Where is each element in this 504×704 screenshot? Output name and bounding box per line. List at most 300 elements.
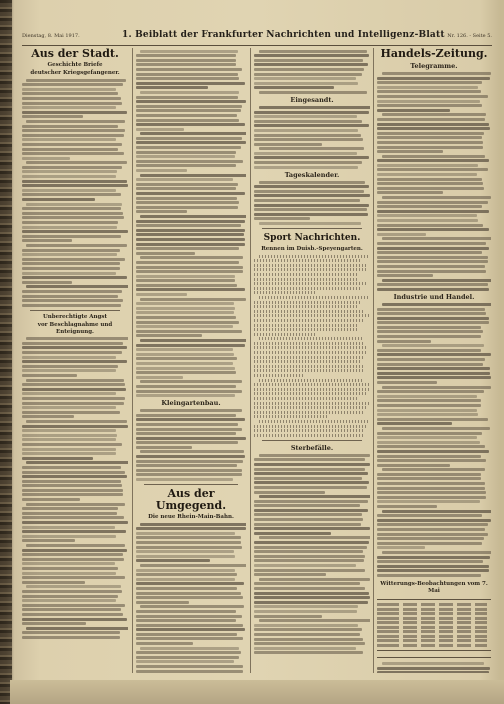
text-line (377, 372, 490, 375)
text-line (377, 182, 483, 185)
text-line (136, 637, 243, 640)
text-line (377, 109, 450, 112)
text-line (136, 243, 245, 246)
table-row (377, 612, 491, 615)
text-line (254, 54, 369, 57)
text-line (22, 406, 116, 409)
table-cell (421, 612, 435, 615)
text-line (254, 301, 362, 304)
text-line (22, 170, 117, 173)
text-line (382, 427, 490, 430)
article-body (377, 72, 491, 291)
table-cell (457, 635, 471, 638)
text-line (254, 194, 370, 197)
text-line (254, 305, 358, 308)
text-line (26, 461, 128, 464)
text-line (259, 619, 370, 622)
text-line (22, 115, 83, 118)
text-line (377, 214, 477, 217)
table-cell (421, 617, 435, 620)
table-row (377, 639, 491, 642)
text-line (136, 86, 208, 89)
torn-left-edge (0, 0, 12, 704)
text-line (136, 54, 236, 57)
text-line (377, 173, 477, 176)
text-line (136, 348, 233, 351)
text-line (140, 256, 242, 259)
text-line (136, 628, 245, 631)
text-line (377, 671, 489, 673)
text-line (136, 592, 241, 595)
text-line (254, 458, 365, 461)
text-line (254, 356, 364, 359)
text-line (377, 395, 477, 398)
table-cell (377, 639, 399, 642)
text-line (22, 443, 122, 446)
text-line (136, 105, 242, 108)
table-cell (439, 644, 453, 647)
text-line (26, 544, 125, 547)
text-line (254, 592, 369, 595)
text-line (22, 111, 127, 114)
table-row (377, 626, 491, 629)
text-line (136, 288, 245, 291)
text-line (377, 487, 485, 490)
text-line (377, 523, 488, 526)
text-line (140, 91, 239, 94)
text-line (136, 541, 241, 544)
text-line (140, 523, 246, 526)
text-line (136, 624, 243, 627)
text-line (22, 581, 85, 584)
text-line (136, 151, 236, 154)
text-line (377, 77, 490, 80)
text-line (22, 631, 120, 634)
text-line (22, 230, 128, 233)
text-line (377, 491, 486, 494)
death-notices-list (254, 454, 370, 655)
text-line (382, 551, 491, 554)
text-line (382, 510, 491, 513)
text-line (22, 411, 120, 414)
text-line (377, 473, 481, 476)
text-line (377, 312, 486, 315)
text-line (382, 662, 485, 665)
text-line (22, 539, 75, 542)
table-cell (421, 639, 435, 642)
table-row (377, 617, 491, 620)
text-line (259, 536, 370, 539)
text-line (254, 115, 357, 118)
text-line (254, 383, 370, 386)
text-line (136, 423, 238, 426)
text-line (22, 258, 125, 261)
text-line (254, 291, 317, 294)
text-line (377, 270, 486, 273)
article-subtitle: deutscher Kriegsgefangener. (30, 70, 120, 76)
table-cell (377, 621, 399, 624)
section-heading: Handels-Zeitung. (380, 48, 488, 60)
article-body (254, 181, 370, 225)
text-line (377, 441, 480, 444)
table-cell (475, 617, 487, 620)
text-line (254, 463, 370, 466)
text-line (254, 582, 360, 585)
text-line (254, 161, 362, 164)
table-cell (421, 603, 435, 606)
text-line (254, 555, 365, 558)
divider (262, 440, 362, 441)
text-line (377, 95, 488, 98)
text-line (136, 266, 243, 269)
text-line (136, 146, 241, 149)
text-line (22, 221, 118, 224)
table-cell (377, 603, 399, 606)
text-line (136, 578, 235, 581)
text-line (254, 369, 364, 372)
text-line (136, 137, 242, 140)
text-line (140, 647, 239, 650)
text-line (136, 224, 241, 227)
text-line (254, 481, 369, 484)
text-line (22, 562, 115, 565)
text-line (254, 651, 363, 654)
text-line (136, 651, 241, 654)
text-line (136, 414, 236, 417)
column-local-news (22, 48, 128, 673)
text-line (377, 178, 482, 181)
text-line (22, 452, 116, 455)
divider (30, 310, 120, 311)
text-line (22, 402, 124, 405)
text-line (136, 293, 187, 296)
text-line (140, 409, 241, 412)
table-cell (403, 639, 417, 642)
text-line (22, 175, 116, 178)
text-line (136, 469, 242, 472)
text-line (377, 265, 485, 268)
text-line (254, 523, 361, 526)
text-line (254, 129, 358, 132)
text-line (377, 436, 477, 439)
text-line (22, 276, 127, 279)
text-line (254, 573, 326, 576)
text-line (22, 97, 121, 100)
text-line (377, 132, 484, 135)
text-line (136, 390, 242, 393)
table-cell (403, 644, 417, 647)
table-cell (457, 617, 471, 620)
text-line (22, 83, 123, 86)
text-line (136, 164, 236, 167)
text-line (22, 342, 123, 345)
table-cell (457, 612, 471, 615)
text-line (140, 380, 241, 383)
text-line (136, 302, 234, 305)
text-line (22, 457, 93, 460)
text-line (254, 217, 310, 220)
text-line (377, 219, 478, 222)
text-line (22, 489, 123, 492)
text-line (377, 123, 489, 126)
article-title: Tageskalender. (284, 170, 340, 179)
text-line (254, 208, 367, 211)
text-line (136, 178, 233, 181)
text-line (136, 357, 237, 360)
table-cell (439, 621, 453, 624)
section-heading: Aus der Umgegend. (155, 487, 227, 513)
table-row (377, 603, 491, 606)
text-line (26, 203, 121, 206)
text-line (377, 533, 488, 536)
text-line (136, 187, 236, 190)
table-row (377, 635, 491, 638)
text-line (136, 660, 234, 663)
text-line (254, 624, 358, 627)
text-line (136, 68, 242, 71)
text-line (254, 434, 365, 437)
text-line (254, 615, 322, 618)
table-cell (403, 635, 417, 638)
text-line (26, 627, 128, 630)
text-line (254, 264, 368, 267)
text-line (136, 128, 184, 131)
text-line (140, 215, 246, 218)
text-line (377, 349, 481, 352)
text-line (22, 239, 72, 242)
text-line (259, 181, 366, 184)
text-line (377, 141, 483, 144)
text-line (377, 335, 481, 338)
table-cell (439, 603, 453, 606)
text-line (136, 279, 235, 282)
table-cell (403, 603, 417, 606)
text-line (22, 567, 118, 570)
text-line (254, 425, 368, 428)
text-line (259, 255, 368, 258)
text-line (22, 383, 125, 386)
text-line (254, 120, 362, 123)
text-line (22, 346, 127, 349)
table-cell (377, 608, 399, 611)
text-line (254, 513, 362, 516)
text-line (254, 504, 360, 507)
text-line (254, 472, 368, 475)
text-line (136, 183, 238, 186)
text-line (254, 111, 369, 114)
text-line (254, 429, 365, 432)
text-line (22, 226, 117, 229)
text-line (136, 441, 238, 444)
text-line (377, 381, 437, 384)
text-line (22, 235, 121, 238)
text-line (136, 394, 235, 397)
article-body (136, 409, 246, 481)
text-line (140, 50, 238, 53)
text-line (377, 500, 480, 503)
table-row (377, 630, 491, 633)
text-line (22, 129, 125, 132)
text-line (22, 466, 121, 469)
text-line (136, 656, 239, 659)
text-line (136, 210, 187, 213)
text-line (377, 136, 482, 139)
text-line (22, 249, 120, 252)
text-line (254, 468, 365, 471)
text-line (136, 615, 242, 618)
article-body (22, 337, 128, 639)
header-page-number: Nr. 126. - Seite 5. (447, 33, 492, 39)
text-line (377, 159, 489, 162)
text-line (22, 415, 74, 418)
column-miscellaneous (254, 48, 370, 673)
text-line (254, 73, 362, 76)
text-line (136, 610, 236, 613)
text-line (377, 560, 483, 563)
text-line (22, 267, 120, 270)
section-heading: Aus der Stadt. (31, 48, 119, 60)
text-line (22, 198, 95, 201)
text-line (22, 599, 116, 602)
text-line (377, 418, 488, 421)
text-line (254, 518, 363, 521)
text-line (254, 63, 368, 66)
article-title: Industrie und Handel. (393, 292, 475, 301)
table-cell (439, 608, 453, 611)
table-cell (457, 603, 471, 606)
text-line (136, 550, 234, 553)
text-line (136, 192, 245, 195)
text-line (377, 353, 491, 356)
text-line (377, 363, 483, 366)
text-line (22, 434, 117, 437)
text-line (136, 601, 189, 604)
text-line (254, 569, 365, 572)
text-line (136, 247, 239, 250)
text-line (140, 298, 246, 301)
text-line (22, 157, 70, 160)
text-line (382, 113, 487, 116)
text-line (377, 482, 485, 485)
text-line (377, 150, 443, 153)
text-line (254, 259, 361, 262)
text-line (22, 622, 86, 625)
text-line (377, 191, 443, 194)
text-line (254, 278, 358, 281)
text-line (377, 81, 482, 84)
text-line (254, 324, 358, 327)
text-line (377, 146, 483, 149)
text-line (136, 77, 239, 80)
text-line (382, 196, 491, 199)
text-line (136, 233, 244, 236)
text-line (22, 138, 116, 141)
table-cell (377, 644, 399, 647)
text-line (254, 500, 368, 503)
text-line (136, 238, 245, 241)
text-line (136, 455, 245, 458)
text-line (22, 604, 125, 607)
text-line (377, 556, 490, 559)
table-cell (403, 626, 417, 629)
text-line (377, 274, 433, 277)
text-line (22, 189, 116, 192)
text-line (22, 388, 126, 391)
text-line (259, 106, 370, 109)
text-line (254, 213, 368, 216)
text-line (136, 109, 241, 112)
text-line (136, 311, 234, 314)
text-line (22, 304, 121, 307)
text-line (254, 596, 370, 599)
text-line (22, 374, 77, 377)
text-line (22, 636, 120, 639)
text-line (259, 379, 365, 382)
text-line (136, 114, 237, 117)
text-line (22, 429, 116, 432)
article-title: Kleingartenbau. (161, 399, 221, 408)
text-line (22, 106, 116, 109)
text-line (377, 100, 480, 103)
text-line (377, 569, 489, 572)
text-line (136, 559, 210, 562)
text-line (22, 102, 122, 105)
text-line (22, 369, 116, 372)
text-line (382, 237, 491, 240)
table-cell (377, 626, 399, 629)
text-line (377, 542, 482, 545)
table-cell (403, 617, 417, 620)
text-line (254, 351, 368, 354)
text-line (254, 647, 356, 650)
text-line (254, 166, 358, 169)
text-line (22, 360, 127, 363)
table-cell (475, 639, 487, 642)
text-line (254, 477, 362, 480)
article-title: Unberechtigte Angst (42, 313, 108, 320)
column-separator (132, 48, 133, 673)
text-line (377, 118, 485, 121)
table-cell (403, 621, 417, 624)
text-line (259, 296, 370, 299)
text-line (136, 334, 202, 337)
text-line (377, 164, 478, 167)
text-line (377, 127, 490, 130)
text-line (22, 553, 123, 556)
text-line (377, 477, 481, 480)
text-line (254, 610, 357, 613)
text-line (22, 351, 122, 354)
text-line (377, 340, 431, 343)
text-line (22, 148, 118, 151)
text-line (254, 601, 368, 604)
text-line (26, 585, 120, 588)
text-line (136, 252, 195, 255)
text-line (254, 392, 367, 395)
article-title: Sterbefälle. (290, 443, 334, 452)
text-line (254, 319, 365, 322)
text-line (377, 242, 486, 245)
text-line (140, 132, 246, 135)
text-line (22, 475, 127, 478)
text-line (22, 262, 120, 265)
text-line (254, 82, 358, 85)
text-line (254, 282, 368, 285)
text-line (136, 206, 238, 209)
text-line (136, 325, 233, 328)
text-line (22, 530, 126, 533)
bottom-margin (10, 680, 504, 704)
